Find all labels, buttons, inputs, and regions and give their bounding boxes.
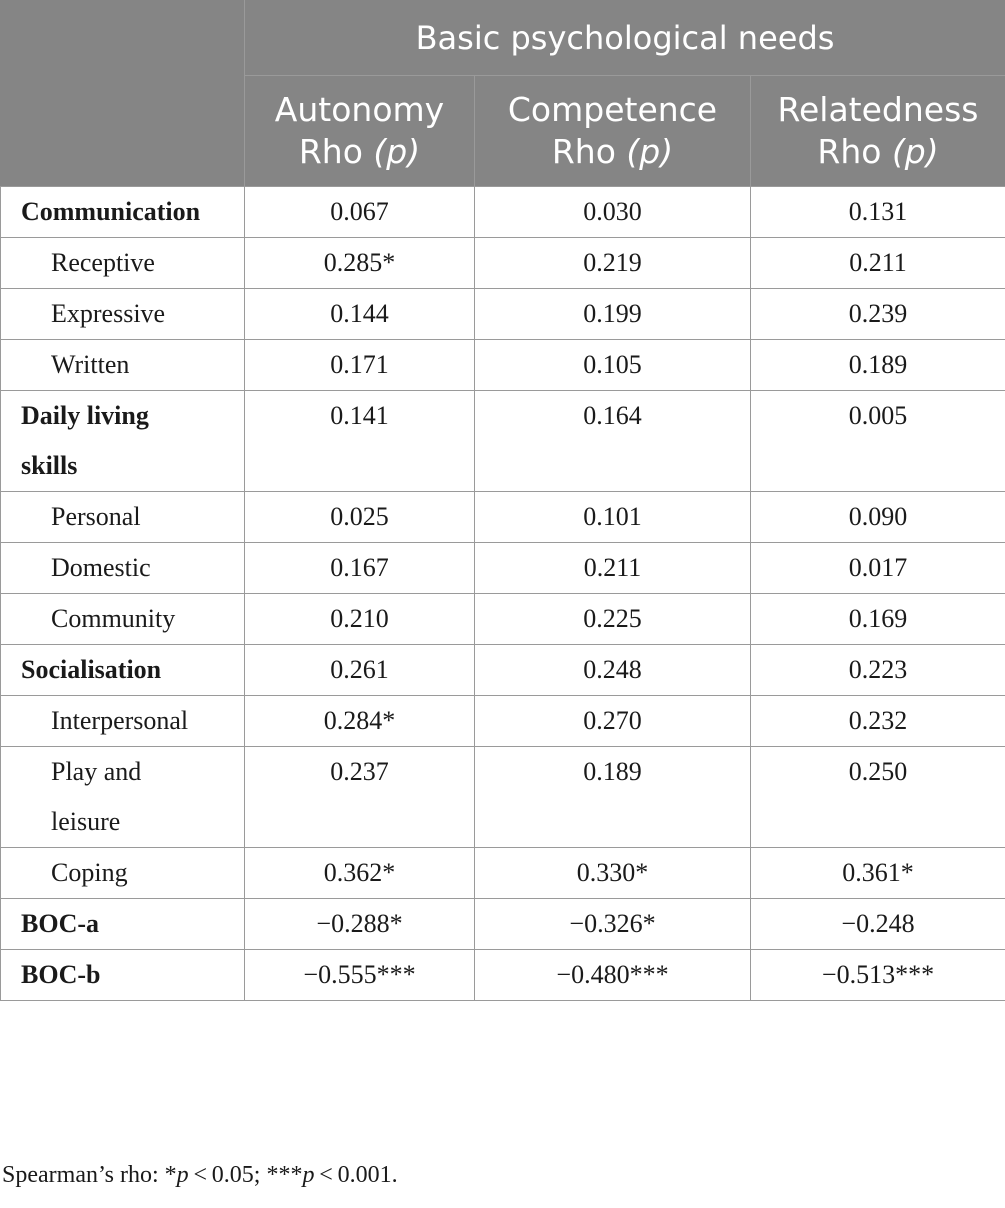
table-cell: 0.105 [475,340,751,391]
footnote-threshold-2: < 0.001. [314,1162,398,1188]
table-cell: 0.090 [751,492,1005,543]
table-cell: 0.285* [245,238,475,289]
table-row [1,543,1005,594]
column-stat-label: Rho [551,132,616,171]
table-cell: 0.223 [751,645,1005,696]
column-header-autonomy [245,76,475,187]
table-cell: 0.101 [475,492,751,543]
table-cell: 0.005 [751,391,1005,492]
row-label: Play and leisure [1,747,245,848]
row-label: BOC-b [1,950,245,1001]
table-row [1,645,1005,696]
row-label: Coping [1,848,245,899]
table-cell: 0.131 [751,187,1005,238]
row-label: Community [1,594,245,645]
table-cell: 0.030 [475,187,751,238]
table-cell: 0.361* [751,848,1005,899]
group-header: Basic psychological needs [245,1,1005,76]
column-stat-suffix: (p) [891,132,939,171]
row-label: Expressive [1,289,245,340]
column-name: Autonomy [274,90,445,129]
row-label: Written [1,340,245,391]
row-label: Communication [1,187,245,238]
column-header-competence [475,76,751,187]
table-cell: 0.164 [475,391,751,492]
table-cell: 0.237 [245,747,475,848]
table-cell: 0.141 [245,391,475,492]
column-stat-label: Rho [817,132,882,171]
footnote-prefix: Spearman’s rho: * [2,1162,177,1188]
table-cell: 0.017 [751,543,1005,594]
table-cell: 0.171 [245,340,475,391]
table-cell: −0.480*** [475,950,751,1001]
table-body [1,187,1005,1001]
table-row [1,950,1005,1001]
table-cell: 0.362* [245,848,475,899]
table-row [1,391,1005,492]
table-cell: 0.248 [475,645,751,696]
row-label: Receptive [1,238,245,289]
column-name: Relatedness [777,90,979,129]
table-cell: 0.025 [245,492,475,543]
table-row [1,594,1005,645]
column-stat [751,131,1005,173]
column-stat-suffix: (p) [626,132,674,171]
row-label: Domestic [1,543,245,594]
table-row [1,289,1005,340]
column-stat-suffix: (p) [373,132,421,171]
table-header [1,1,1005,187]
table-row [1,696,1005,747]
table-cell: 0.199 [475,289,751,340]
table-cell: 0.284* [245,696,475,747]
table-cell: −0.248 [751,899,1005,950]
footnote-p-symbol: p [176,1162,189,1188]
table-cell: 0.189 [475,747,751,848]
table-cell: 0.219 [475,238,751,289]
table-cell: −0.326* [475,899,751,950]
table-cell: 0.225 [475,594,751,645]
corner-header [1,1,245,187]
table-cell: 0.189 [751,340,1005,391]
table-cell: 0.169 [751,594,1005,645]
footnote-p-symbol: p [302,1162,315,1188]
table-row [1,848,1005,899]
table-cell: 0.330* [475,848,751,899]
footnote-threshold-1: < 0.05; *** [188,1162,303,1188]
row-label: Personal [1,492,245,543]
row-label: BOC-a [1,899,245,950]
table-row [1,187,1005,238]
row-label: Daily living skills [1,391,245,492]
table-footnote [2,1162,398,1189]
table-cell: 0.239 [751,289,1005,340]
column-name: Competence [507,90,718,129]
column-stat [245,131,474,173]
table-cell: −0.555*** [245,950,475,1001]
table-cell: 0.261 [245,645,475,696]
table-row [1,899,1005,950]
table-row [1,238,1005,289]
table-row [1,340,1005,391]
table-cell: 0.210 [245,594,475,645]
table-cell: 0.167 [245,543,475,594]
table-cell: −0.513*** [751,950,1005,1001]
table-cell: −0.288* [245,899,475,950]
column-header-relatedness [751,76,1005,187]
table-row [1,747,1005,848]
table-cell: 0.250 [751,747,1005,848]
table-cell: 0.211 [751,238,1005,289]
column-stat-label: Rho [298,132,363,171]
table-cell: 0.270 [475,696,751,747]
table-cell: 0.067 [245,187,475,238]
table-cell: 0.211 [475,543,751,594]
table-row [1,492,1005,543]
table-cell: 0.232 [751,696,1005,747]
column-stat [475,131,750,173]
row-label: Socialisation [1,645,245,696]
row-label: Interpersonal [1,696,245,747]
table-cell: 0.144 [245,289,475,340]
